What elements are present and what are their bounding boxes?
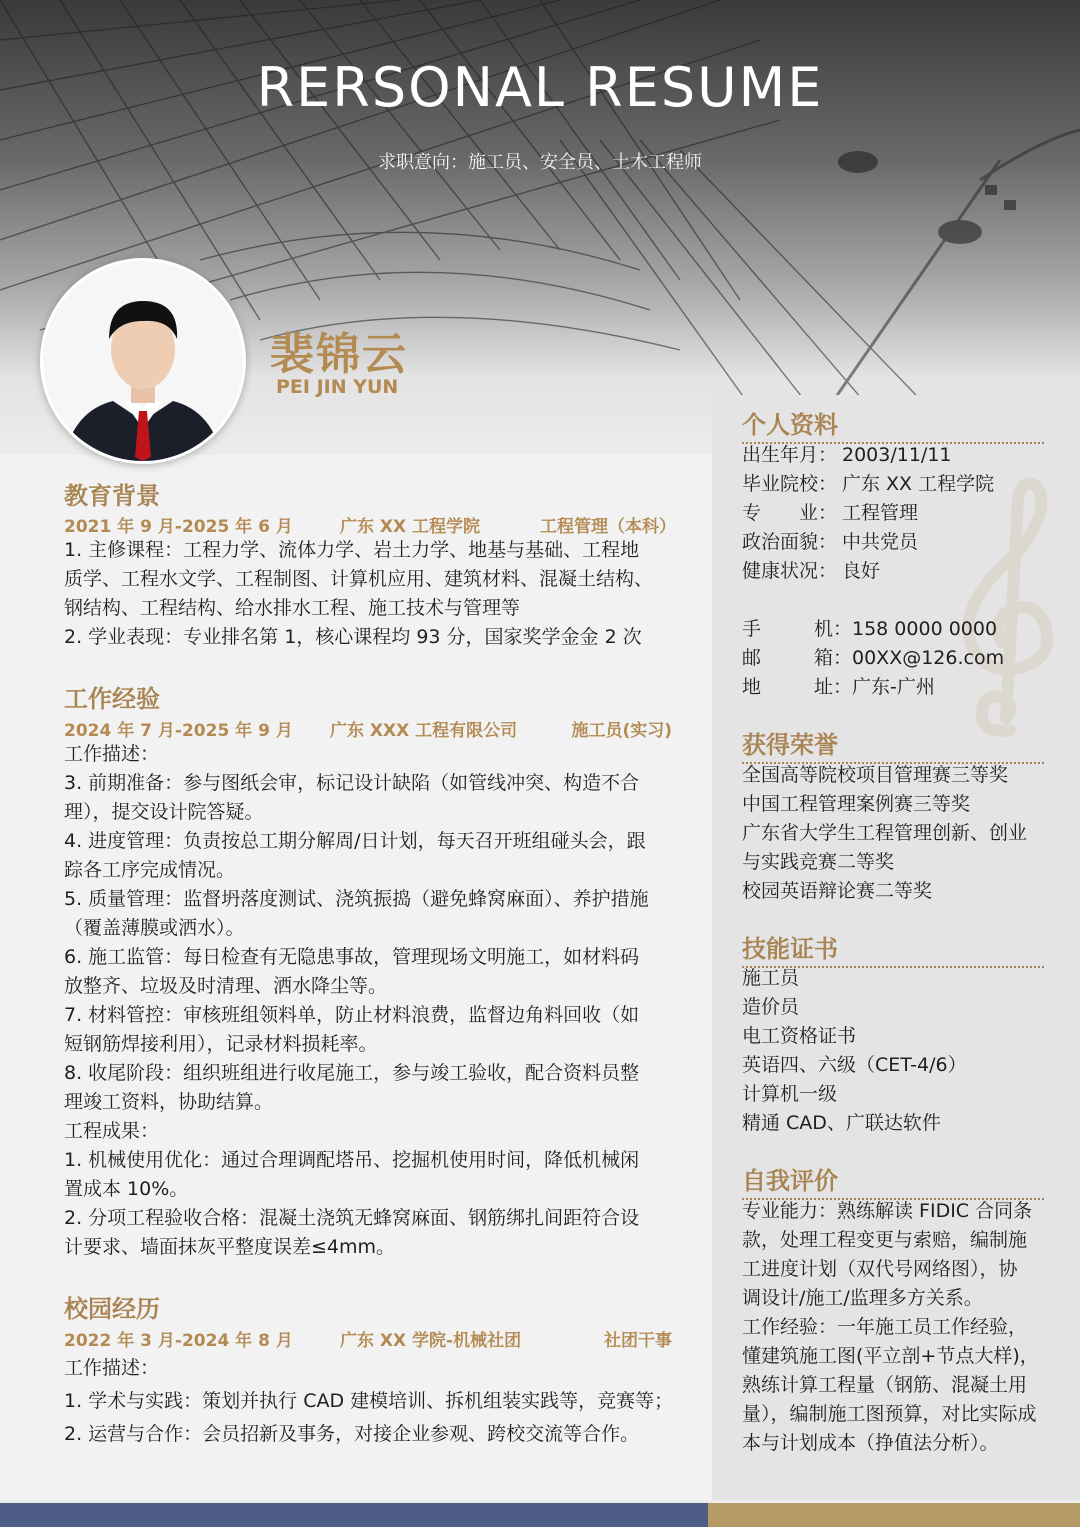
list-item: 施工员 <box>742 967 800 989</box>
text-line: 工作描述： <box>64 1357 160 1379</box>
footer-bar-left <box>0 1503 708 1527</box>
text-line: 踪各工序完成情况。 <box>64 859 236 881</box>
footer-bar-right <box>708 1503 1080 1527</box>
text-line: 5. 质量管理：监督坍落度测试、浇筑振捣（避免蜂窝麻面）、养护措施 <box>64 888 649 910</box>
text-line: 1. 主修课程：工程力学、流体力学、岩土力学、地基与基础、工程地 <box>64 539 640 561</box>
text-line: 2. 学业表现：专业排名第 1，核心课程均 93 分，国家奖学金金 2 次 <box>64 626 642 648</box>
list-item: 造价员 <box>742 996 800 1018</box>
section-title-education: 教育背景 <box>64 482 160 510</box>
text-line: 2. 分项工程验收合格：混凝土浇筑无蜂窝麻面、钢筋绑扎间距符合设 <box>64 1207 640 1229</box>
section-title-campus: 校园经历 <box>64 1295 160 1323</box>
text-line: 量），编制施工图预算，对比实际成 <box>742 1403 1037 1425</box>
text-line: 6. 施工监管：每日检查有无隐患事故，管理现场文明施工，如材料码 <box>64 946 640 968</box>
text-line: 钢结构、工程结构、给水排水工程、施工技术与管理等 <box>64 597 521 619</box>
section-title-profile: 个人资料 <box>742 408 1044 444</box>
person-portrait-icon <box>43 261 243 461</box>
text-line: 1. 机械使用优化：通过合理调配塔吊、挖掘机使用时间，降低机械闲 <box>64 1149 640 1171</box>
text-line: 2. 运营与合作：会员招新及事务，对接企业参观、跨校交流等合作。 <box>64 1423 640 1445</box>
work-details <box>64 740 684 1262</box>
text-line: 8. 收尾阶段：组织班组进行收尾施工，参与竣工验收，配合资料员整 <box>64 1062 640 1084</box>
text-line: （覆盖薄膜或洒水）。 <box>64 917 245 939</box>
list-item: 校园英语辩论赛二等奖 <box>742 880 933 902</box>
contact-phone: 手 机： 158 0000 0000 <box>742 618 998 640</box>
work-role: 施工员(实习) <box>571 721 672 741</box>
text-line: 7. 材料管控：审核班组领料单，防止材料浪费，监督边角料回收（如 <box>64 1004 640 1026</box>
section-title-skills: 技能证书 <box>742 932 1044 968</box>
resume-title: RERSONAL RESUME <box>256 56 824 119</box>
text-line: 工进度计划（双代号网络图），协 <box>742 1258 1018 1280</box>
job-intent: 求职意向：施工员、安全员、土木工程师 <box>378 152 702 173</box>
section-title-self-evaluation: 自我评价 <box>742 1164 1044 1200</box>
work-period: 2024 年 7 月-2025 年 9 月 <box>64 721 293 741</box>
profile-list <box>742 441 1052 586</box>
section-title-honors: 获得荣誉 <box>742 728 1044 764</box>
text-line: 专业能力：熟练解读 FIDIC 合同条 <box>742 1200 1033 1222</box>
text-line: 懂建筑施工图(平立剖+节点大样)， <box>742 1345 1039 1367</box>
text-line: 工程成果： <box>64 1120 160 1142</box>
text-line: 置成本 10%。 <box>64 1178 189 1200</box>
list-item: 计算机一级 <box>742 1083 838 1105</box>
text-line: 理），提交设计院答疑。 <box>64 801 264 823</box>
avatar <box>40 258 246 464</box>
text-line: 计要求、墙面抹灰平整度误差≤4mm。 <box>64 1236 396 1258</box>
self-evaluation-text <box>742 1197 1052 1458</box>
education-school: 广东 XX 工程学院 <box>340 517 481 537</box>
text-line: 熟练计算工程量（钢筋、混凝土用 <box>742 1374 1028 1396</box>
text-line: 短钢筋焊接利用），记录材料损耗率。 <box>64 1033 378 1055</box>
text-line: 4. 进度管理：负责按总工期分解周/日计划，每天召开班组碰头会，跟 <box>64 830 646 852</box>
contact-email: 邮 箱： 00XX@126.com <box>742 647 1005 669</box>
contact-list <box>742 615 1052 702</box>
list-item: 中国工程管理案例赛三等奖 <box>742 793 971 815</box>
text-line: 款，处理工程变更与索赔，编制施 <box>742 1229 1028 1251</box>
candidate-name-pinyin: PEI JIN YUN <box>276 376 399 398</box>
text-line: 本与计划成本（挣值法分析）。 <box>742 1432 999 1454</box>
profile-item: 出生年月： 2003/11/11 <box>742 444 952 466</box>
list-item: 广东省大学生工程管理创新、创业 <box>742 822 1028 844</box>
profile-item: 健康状况： 良好 <box>742 560 881 582</box>
list-item: 精通 CAD、广联达软件 <box>742 1112 941 1134</box>
profile-item: 专 业： 工程管理 <box>742 502 919 524</box>
education-major: 工程管理（本科） <box>540 517 676 537</box>
campus-period: 2022 年 3 月-2024 年 8 月 <box>64 1331 293 1351</box>
text-line: 质学、工程水文学、工程制图、计算机应用、建筑材料、混凝土结构、 <box>64 568 654 590</box>
honors-list <box>742 761 1052 906</box>
work-company: 广东 XXX 工程有限公司 <box>330 721 518 741</box>
text-line: 工作经验：一年施工员工作经验， <box>742 1316 1028 1338</box>
profile-item: 毕业院校： 广东 XX 工程学院 <box>742 473 995 495</box>
text-line: 3. 前期准备：参与图纸会审，标记设计缺陷（如管线冲突、构造不合 <box>64 772 640 794</box>
list-item: 英语四、六级（CET-4/6） <box>742 1054 967 1076</box>
contact-address: 地 址： 广东-广州 <box>742 676 935 698</box>
list-item: 全国高等院校项目管理赛三等奖 <box>742 764 1009 786</box>
campus-details <box>64 1352 684 1451</box>
list-item: 与实践竞赛二等奖 <box>742 851 895 873</box>
text-line: 理竣工资料，协助结算。 <box>64 1091 274 1113</box>
education-details <box>64 536 684 652</box>
education-period: 2021 年 9 月-2025 年 6 月 <box>64 517 293 537</box>
profile-item: 政治面貌： 中共党员 <box>742 531 919 553</box>
text-line: 工作描述： <box>64 743 160 765</box>
text-line: 1. 学术与实践：策划并执行 CAD 建模培训、拆机组装实践等，竞赛等； <box>64 1390 674 1412</box>
list-item: 电工资格证书 <box>742 1025 857 1047</box>
campus-org: 广东 XX 学院-机械社团 <box>340 1331 522 1351</box>
section-title-work: 工作经验 <box>64 685 160 713</box>
text-line: 放整齐、垃圾及时清理、洒水降尘等。 <box>64 975 388 997</box>
text-line: 调设计/施工/监理多方关系。 <box>742 1287 983 1309</box>
skills-list <box>742 964 1052 1138</box>
campus-role: 社团干事 <box>604 1331 672 1351</box>
candidate-name: 裴锦云 <box>270 329 408 380</box>
